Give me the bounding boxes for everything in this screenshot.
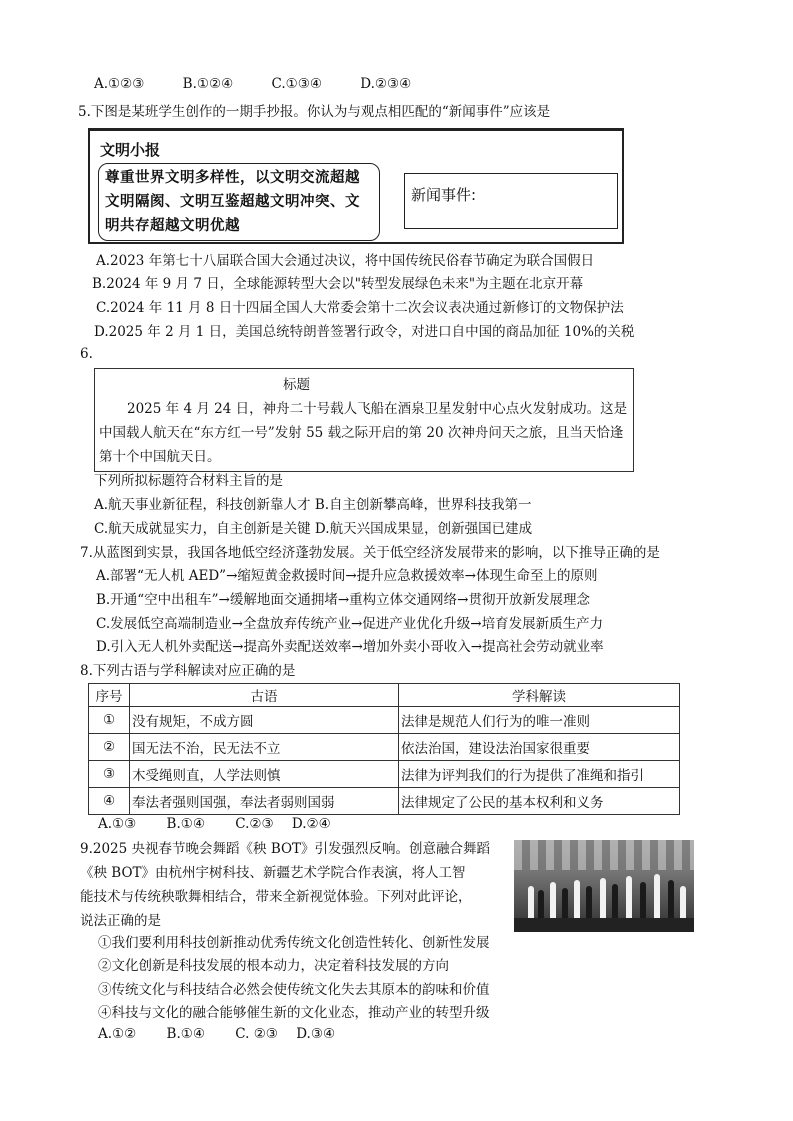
q8-option-d: D.②④ [291, 816, 331, 832]
q5-paper-title: 文明小报 [100, 141, 161, 159]
row-saying: 国无法不治，民无法不立 [130, 734, 399, 761]
q9-option-a: A.①② [98, 1026, 137, 1042]
q9-item-4: ④科技与文化的融合能够催生新的文化业态，推动产业的转型升级 [98, 1005, 490, 1021]
row-index: ③ [89, 761, 130, 788]
q4-option-c: C.①③④ [271, 76, 322, 92]
row-index: ④ [89, 788, 130, 815]
q9-stem-line-1: 9.2025 央视春节晚会舞蹈《秧 BOT》引发强烈反响。创意融合舞蹈 [80, 841, 491, 857]
row-index: ① [89, 707, 130, 734]
row-index: ② [89, 734, 130, 761]
table-row [89, 734, 680, 761]
q6-option-ab: A.航天事业新征程，科技创新靠人才 B.自主创新攀高峰，世界科技我第一 [94, 497, 532, 513]
q6-box-title: 标题 [283, 377, 310, 393]
row-interpretation: 依法治国，建设法治国家很重要 [399, 734, 680, 761]
q7-stem: 7.从蓝图到实景，我国各地低空经济蓬勃发展。关于低空经济发展带来的影响，以下推导正确的是 [80, 545, 660, 561]
row-saying: 没有规矩，不成方圆 [130, 707, 399, 734]
q8-option-a: A.①③ [98, 816, 137, 832]
q9-option-c: C. ②③ [235, 1026, 278, 1042]
q8-options [98, 816, 365, 832]
q5-option-b: B.2024 年 9 月 7 日，全球能源转型大会以"转型发展绿色未来"为主题在北京开幕 [92, 276, 584, 292]
q5-newspaper [88, 128, 624, 244]
table-row [89, 788, 680, 815]
q9-stem-line-2: 《秧 BOT》由杭州宇树科技、新疆艺术学院合作表演，将人工智 [80, 865, 466, 881]
q8-option-c: C.②③ [235, 816, 274, 832]
q4-option-a: A.①②③ [94, 76, 145, 92]
q9-item-1: ①我们要利用科技创新推动优秀传统文化创造性转化、创新性发展 [98, 935, 490, 951]
q5-news-box: 新闻事件: [404, 173, 618, 229]
q9-item-2: ②文化创新是科技发展的根本动力，决定着科技发展的方向 [98, 958, 449, 974]
q4-option-d: D.②③④ [360, 76, 412, 92]
row-interpretation: 法律是规范人们行为的唯一准则 [399, 707, 680, 734]
table-header-row [89, 684, 680, 707]
q4-options [94, 76, 445, 92]
q5-option-c: C.2024 年 11 月 8 日十四届全国人大常委会第十二次会议表决通过新修订的文物保护法 [96, 300, 624, 316]
q7-option-a: A.部署“无人机 AED”→缩短黄金救援时间→提升应急救援效率→体现生命至上的原则 [96, 568, 598, 584]
row-interpretation: 法律为评判我们的行为提供了准绳和指引 [399, 761, 680, 788]
q8-table [88, 683, 680, 815]
header-saying: 古语 [130, 684, 399, 707]
q6-box-text: 2025 年 4 月 24 日，神舟二十号载人飞船在酒泉卫星发射中心点火发射成功。这是中国载人航天在“东方红一号”发射 55 载之际开启的第 20 次神舟问天之旅，且当天恰逢第十个中国航天日。 [99, 401, 628, 465]
q7-option-b: B.开通“空中出租车”→缓解地面交通拥堵→重构立体交通网络→贯彻开放新发展理念 [96, 592, 590, 608]
q9-option-b: B.①④ [166, 1026, 205, 1042]
row-saying: 木受绳则直，人学法则慎 [130, 761, 399, 788]
q5-stem: 5.下图是某班学生创作的一期手抄报。你认为与观点相匹配的“新闻事件”应该是 [78, 104, 551, 120]
q9-item-3: ③传统文化与科技结合必然会使传统文化失去其原本的韵味和价值 [98, 982, 490, 998]
q7-option-d: D.引入无人机外卖配送→提高外卖配送效率→增加外卖小哥收入→提高社会劳动就业率 [96, 639, 604, 655]
q9-option-d: D.③④ [296, 1026, 336, 1042]
q9-stem-line-4: 说法正确的是 [80, 913, 161, 929]
table-row [89, 761, 680, 788]
q8-stem: 8.下列古语与学科解读对应正确的是 [80, 663, 296, 679]
q6-option-cd: C.航天成就显实力，自主创新是关键 D.航天兴国成果显，创新强国已建成 [94, 521, 533, 537]
q5-option-d: D.2025 年 2 月 1 日，美国总统特朗普签署行政令，对进口自中国的商品加征 10%的关税 [94, 324, 635, 340]
q7-option-c: C.发展低空高端制造业→全盘放弃传统产业→促进产业优化升级→培育发展新质生产力 [96, 616, 604, 632]
q9-options [98, 1026, 369, 1042]
q6-number: 6. [80, 346, 93, 362]
q9-stem-line-3: 能技术与传统秧歌舞相结合，带来全新视觉体验。下列对此评论， [80, 889, 472, 905]
table-row [89, 707, 680, 734]
header-interpretation: 学科解读 [399, 684, 680, 707]
q8-option-b: B.①④ [166, 816, 205, 832]
q6-stem: 下列所拟标题符合材料主旨的是 [94, 473, 283, 489]
q5-paper-quote: 尊重世界文明多样性，以文明交流超越文明隔阂、文明互鉴超越文明冲突、文明共存超越文明优越 [98, 163, 380, 241]
q4-option-b: B.①②④ [182, 76, 234, 92]
q6-material-box [94, 368, 634, 472]
q9-dance-photo [514, 840, 694, 932]
row-interpretation: 法律规定了公民的基本权利和义务 [399, 788, 680, 815]
row-saying: 奉法者强则国强，奉法者弱则国弱 [130, 788, 399, 815]
q5-option-a: A.2023 年第七十八届联合国大会通过决议，将中国传统民俗春节确定为联合国假日 [96, 253, 595, 269]
header-index: 序号 [89, 684, 130, 707]
